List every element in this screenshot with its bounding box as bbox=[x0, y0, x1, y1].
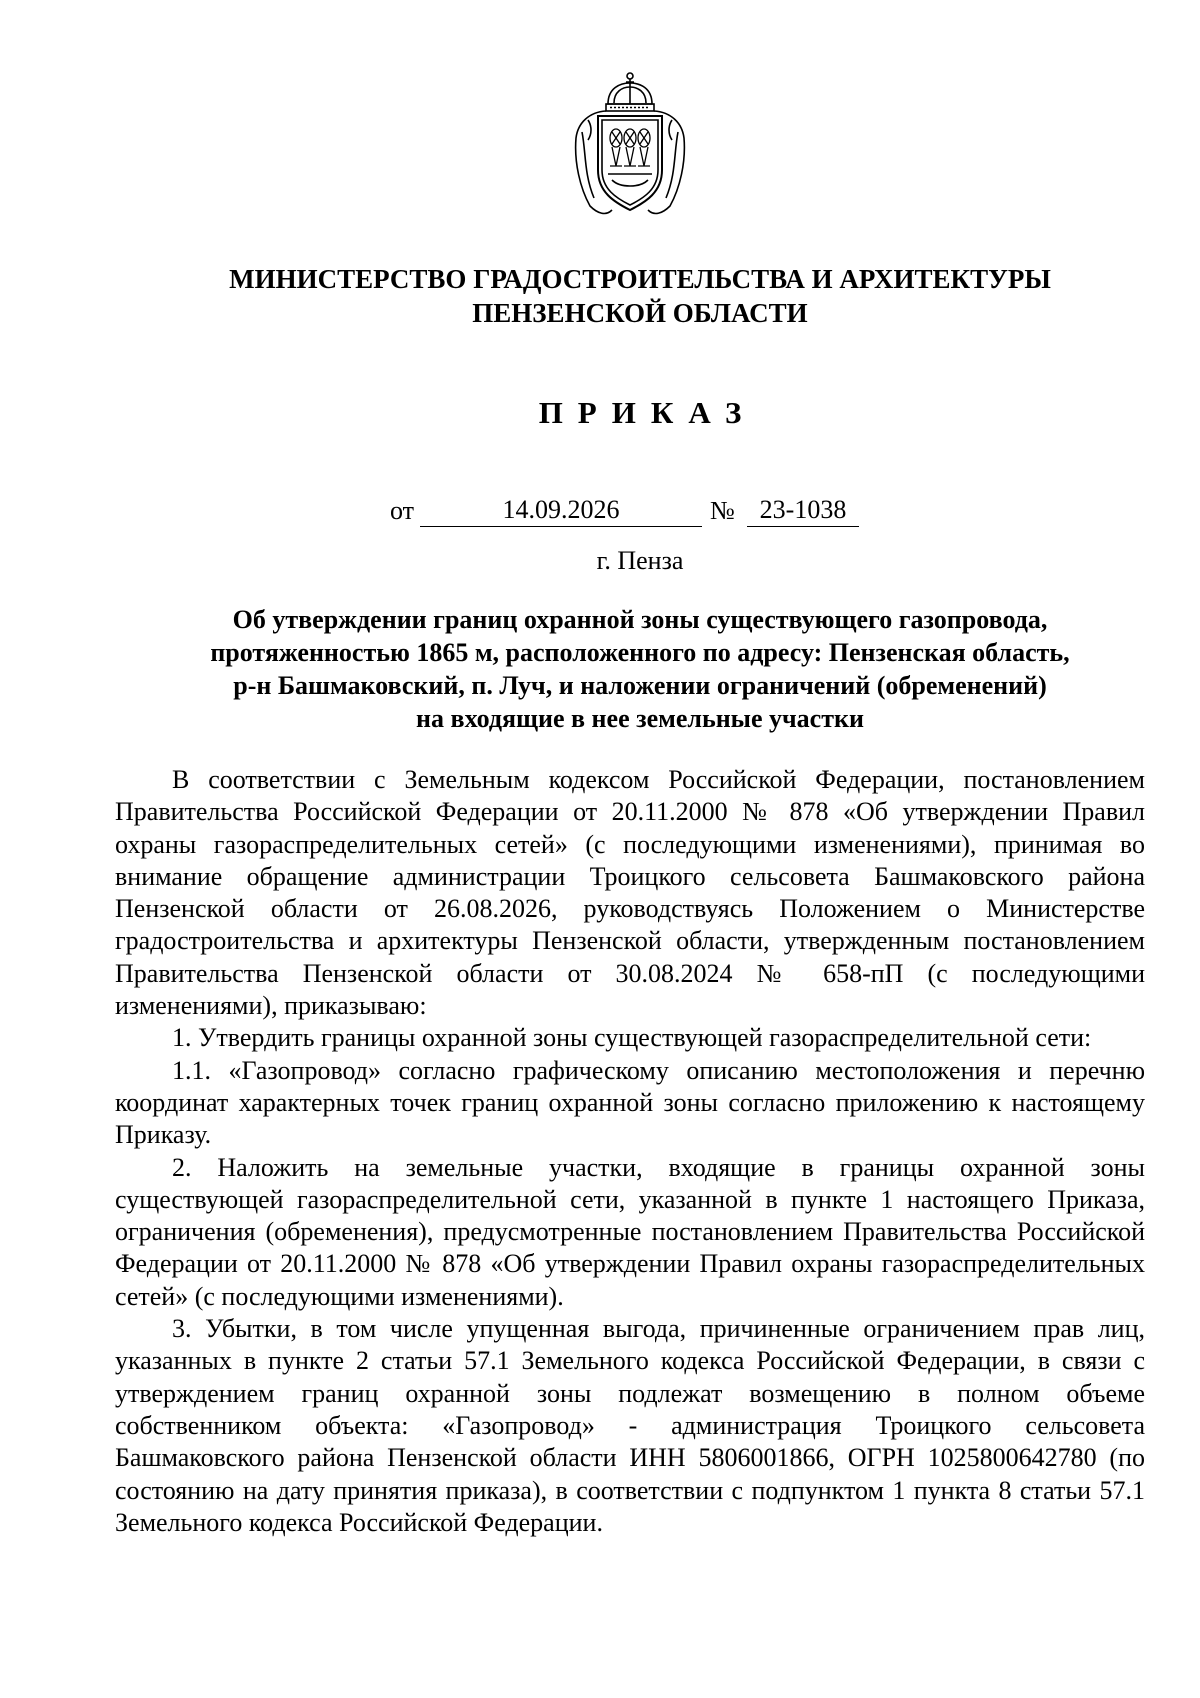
subject-line-4: на входящие в нее земельные участки bbox=[416, 704, 864, 733]
document-date: 14.09.2026 bbox=[420, 494, 702, 527]
subject-line-2: протяженностью 1865 м, расположенного по адресу: Пензенская область, bbox=[210, 638, 1070, 667]
item-2-paragraph: 2. Наложить на земельные участки, входящие в границы охранной зоны существующей газораспределительной сети, указанной в пункте 1 настоящего Приказа, ограничения (обременения), предусмотренные постановлением Правительства Российской Федерации от 20.11.2000 № 878 «Об утверждении Правил охраны газораспределительных сетей» (с последующими изменениями). bbox=[115, 1152, 1145, 1311]
city-line: г. Пенза bbox=[596, 546, 684, 575]
coat-of-arms-emblem bbox=[568, 70, 692, 220]
ministry-name bbox=[100, 262, 1180, 330]
ministry-line-1: МИНИСТЕРСТВО ГРАДОСТРОИТЕЛЬСТВА И АРХИТЕКТУРЫ bbox=[229, 264, 1051, 294]
number-label: № bbox=[710, 496, 735, 525]
date-number-line bbox=[390, 494, 890, 528]
order-subject bbox=[140, 603, 1140, 735]
order-body bbox=[115, 764, 1145, 1539]
preamble-paragraph: В соответствии с Земельным кодексом Российской Федерации, постановлением Правительства Российской Федерации от 20.11.2000 № 878 «Об утверждении Правил охраны газораспределительных сетей» (с последующими изменениями), принимая во внимание обращение администрации Троицкого сельсовета Башмаковского района Пензенской области от 26.08.2026, руководствуясь Положением о Министерстве градостроительства и архитектуры Пензенской области, утвержденным постановлением Правительства Пензенской области от 30.08.2024 № 658-пП (с последующими изменениями), приказываю: bbox=[115, 765, 1145, 1021]
document-type-title: ПРИКАЗ bbox=[538, 395, 757, 430]
document-number: 23-1038 bbox=[747, 494, 859, 527]
date-from-label: от bbox=[390, 496, 415, 525]
item-3-paragraph: 3. Убытки, в том числе упущенная выгода, причиненные ограничением прав лиц, указанных в пункте 2 статьи 57.1 Земельного кодекса Российской Федерации, в связи с утверждением границ охранной зоны подлежат возмещению в полном объеме собственником объекта: «Газопровод» - администрация Троицкого сельсовета Башмаковского района Пензенской области ИНН 5806001866, ОГРН 1025800642780 (по состоянию на дату принятия приказа), в соответствии с подпунктом 1 пункта 8 статьи 57.1 Земельного кодекса Российской Федерации. bbox=[115, 1314, 1145, 1537]
subject-line-3: р-н Башмаковский, п. Луч, и наложении ограничений (обременений) bbox=[233, 671, 1047, 700]
item-1-paragraph: 1. Утвердить границы охранной зоны существующей газораспределительной сети: bbox=[172, 1023, 1092, 1053]
subject-line-1: Об утверждении границ охранной зоны существующего газопровода, bbox=[232, 605, 1048, 634]
item-1-1-paragraph: 1.1. «Газопровод» согласно графическому описанию местоположения и перечню координат характерных точек границ охранной зоны согласно приложению к настоящему Приказу. bbox=[115, 1055, 1145, 1150]
ministry-line-2: ПЕНЗЕНСКОЙ ОБЛАСТИ bbox=[472, 298, 808, 328]
